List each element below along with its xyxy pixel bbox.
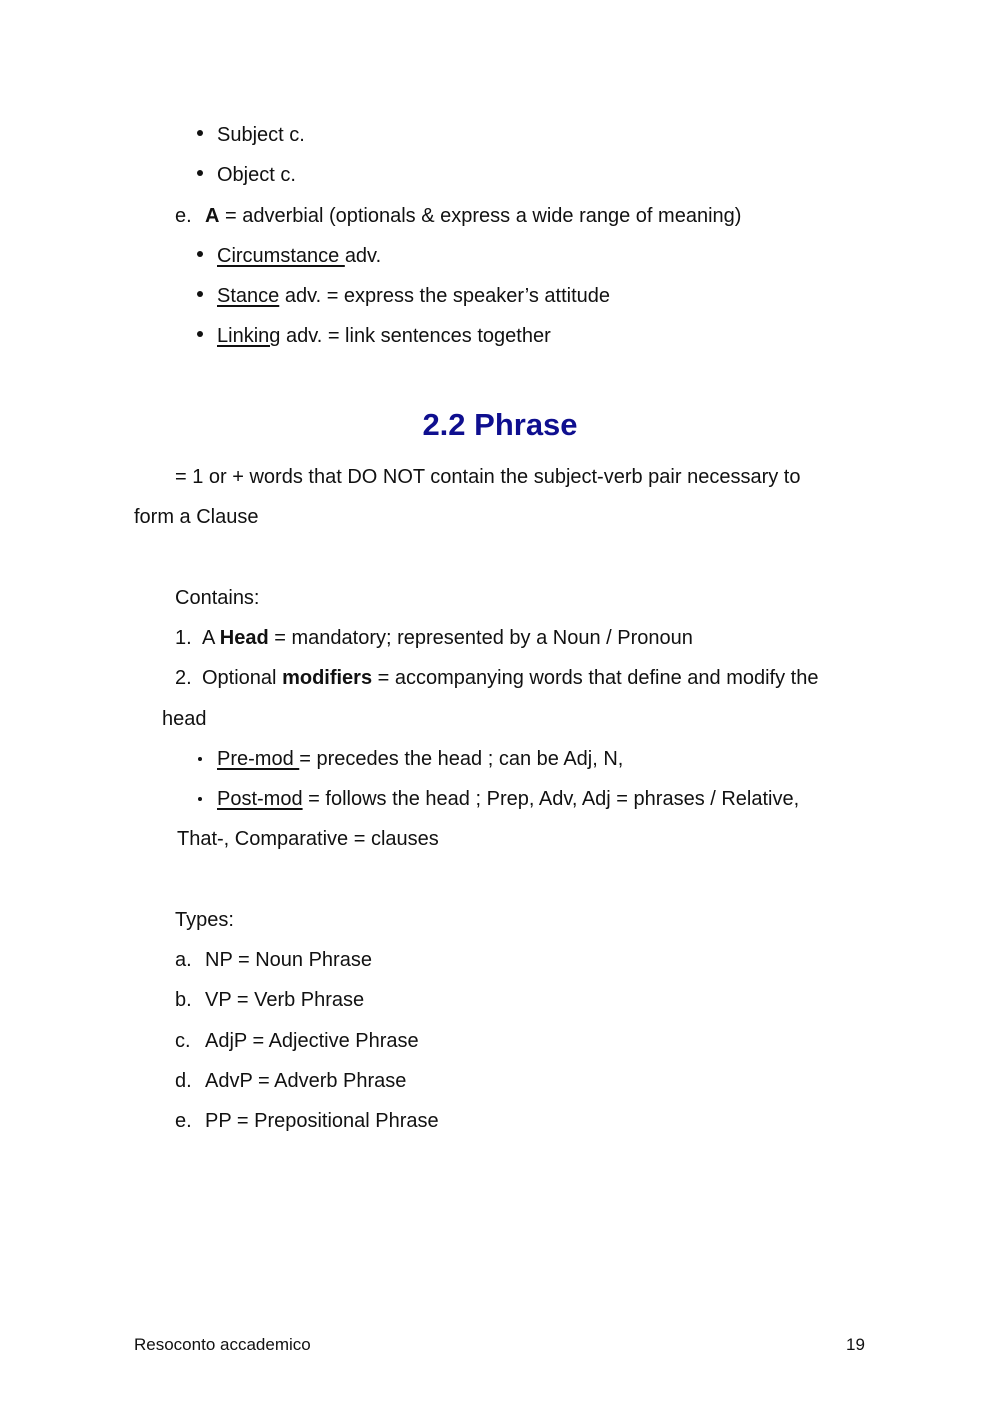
bullet-icon bbox=[197, 291, 203, 297]
term-post-mod: Post-mod bbox=[217, 788, 303, 810]
types-item-advp: AdvP = Adverb Phrase bbox=[205, 1070, 407, 1092]
bullet-icon bbox=[197, 170, 203, 176]
footer-title: Resoconto accademico bbox=[134, 1335, 311, 1354]
bullet-icon bbox=[198, 757, 202, 761]
list-marker-1: 1. bbox=[175, 627, 192, 649]
list-item-subject-c: Subject c. bbox=[217, 124, 305, 146]
bullet-icon bbox=[197, 130, 203, 136]
definition-line-1: = 1 or + words that DO NOT contain the subject-verb pair necessary to bbox=[175, 466, 801, 488]
modifiers-term: modifiers bbox=[282, 667, 373, 689]
bullet-icon bbox=[197, 251, 203, 257]
term-linking-rest: adv. = link sentences together bbox=[280, 325, 551, 347]
list-item-pre-mod bbox=[217, 747, 623, 771]
contains-item-modifiers bbox=[202, 666, 818, 690]
contains-heading: Contains: bbox=[175, 587, 260, 609]
page-number: 19 bbox=[846, 1335, 865, 1354]
types-marker-c: c. bbox=[175, 1030, 191, 1052]
adverbial-item bbox=[205, 204, 741, 228]
head-term: Head bbox=[219, 627, 269, 649]
bullet-icon bbox=[198, 797, 202, 801]
bullet-icon bbox=[197, 331, 203, 337]
item-post: = mandatory; represented by a Noun / Pronoun bbox=[268, 627, 693, 649]
item-pre: A bbox=[202, 627, 220, 649]
contains-item-head bbox=[202, 626, 693, 650]
post-mod-cont: That-, Comparative = clauses bbox=[177, 828, 439, 850]
list-marker-2: 2. bbox=[175, 667, 192, 689]
types-item-vp: VP = Verb Phrase bbox=[205, 989, 365, 1011]
item-pre: Optional bbox=[202, 667, 283, 689]
adverbial-symbol: A bbox=[205, 205, 220, 227]
term-stance: Stance bbox=[217, 285, 280, 307]
types-item-pp: PP = Prepositional Phrase bbox=[205, 1110, 439, 1132]
term-circumstance: Circumstance bbox=[217, 245, 345, 267]
list-item-stance bbox=[217, 284, 610, 308]
contains-item-modifiers-cont: head bbox=[162, 708, 207, 730]
term-pre-mod: Pre-mod bbox=[217, 748, 300, 770]
term-pre-mod-rest: = precedes the head ; can be Adj, N, bbox=[299, 748, 624, 770]
types-item-adjp: AdjP = Adjective Phrase bbox=[205, 1030, 419, 1052]
term-circumstance-rest: adv. bbox=[344, 245, 382, 267]
definition-line-2: form a Clause bbox=[134, 506, 259, 528]
term-stance-rest: adv. = express the speaker’s attitude bbox=[279, 285, 611, 307]
adverbial-definition: = adverbial (optionals & express a wide range of meaning) bbox=[219, 205, 742, 227]
term-linking: Linking bbox=[217, 325, 281, 347]
types-marker-b: b. bbox=[175, 989, 192, 1011]
list-item-circumstance bbox=[217, 244, 381, 268]
list-item-linking bbox=[217, 324, 551, 348]
section-title: 2.2 Phrase bbox=[422, 407, 578, 442]
list-item-post-mod bbox=[217, 787, 799, 811]
types-marker-e: e. bbox=[175, 1110, 192, 1132]
list-marker-e: e. bbox=[175, 205, 192, 227]
types-item-np: NP = Noun Phrase bbox=[205, 949, 372, 971]
types-marker-d: d. bbox=[175, 1070, 192, 1092]
types-heading: Types: bbox=[175, 909, 234, 931]
item-post: = accompanying words that define and modify the bbox=[372, 667, 819, 689]
list-item-object-c: Object c. bbox=[217, 164, 296, 186]
types-marker-a: a. bbox=[175, 949, 192, 971]
term-post-mod-rest: = follows the head ; Prep, Adv, Adj = phrases / Relative, bbox=[302, 788, 800, 810]
